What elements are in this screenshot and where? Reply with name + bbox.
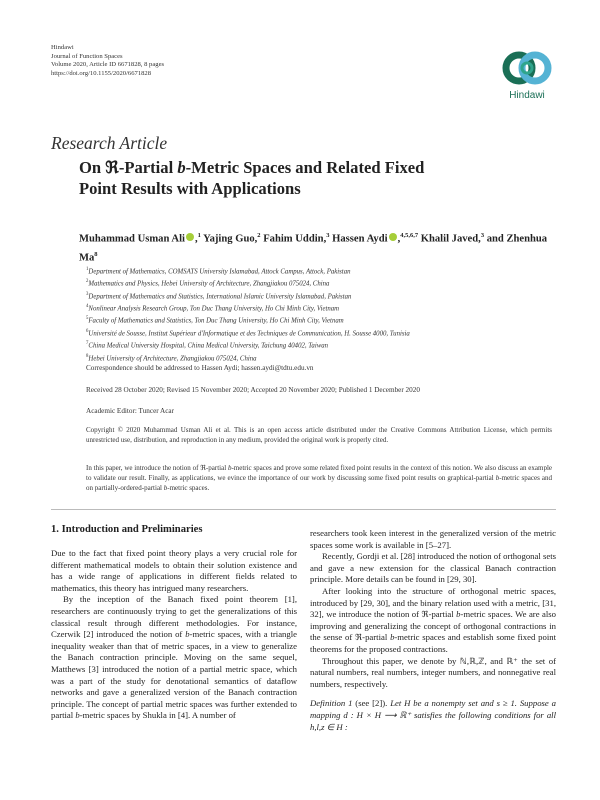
author-separator: , <box>254 233 258 245</box>
abstract <box>86 463 552 493</box>
text-run: -partial <box>205 464 228 472</box>
journal-info <box>51 44 164 78</box>
text-run: (see [2]). <box>352 698 391 709</box>
affiliation-item <box>86 352 556 364</box>
text-run: -metric spaces. We are also improving and generalizing the concept of orthogonal contractions in the sense of <box>310 609 556 643</box>
text-run: Definition 1 <box>310 698 353 709</box>
affiliation-text: Nonlinear Analysis Research Group, Ton Duc Thang University, Ho Chi Minh City, Vietnam <box>88 305 340 313</box>
affiliation-text: China Medical University Hospital, China Medical University, Taichung 40402, Taiwan <box>88 342 329 350</box>
author-separator: , <box>397 233 401 245</box>
affiliation-item <box>86 327 556 339</box>
text-run: -metric spaces and establish some fixed point theorems for the proposed contractions. <box>310 632 556 654</box>
paragraph <box>310 698 556 733</box>
title-part: On <box>79 158 106 177</box>
text-run: -metric spaces and on partially-ordered-partial <box>86 474 552 492</box>
text-run: ℜ <box>355 632 363 643</box>
paragraph <box>310 528 556 551</box>
title-b: b <box>177 158 186 177</box>
text-run: In this paper, we introduce the notion of <box>86 464 201 472</box>
article-title <box>79 158 459 199</box>
text-run: b <box>495 474 500 482</box>
text-run: b <box>163 484 168 492</box>
logo-wordmark: Hindawi <box>509 90 545 101</box>
affiliation-item <box>86 290 556 302</box>
affiliation-number: 1 <box>86 267 89 272</box>
author-separator: , <box>194 233 198 245</box>
author-name: Fahim Uddin <box>263 233 324 245</box>
title-part: -Metric Spaces and Related Fixed Point Results with Applications <box>79 158 425 198</box>
text-run: Let H be a nonempty set and s ≥ 1. Suppose a mapping d : H × H ⟶ ℝ⁺ satisfies the following conditions for all h,l,z ∈ H : <box>310 698 556 732</box>
affiliation-number: 4 <box>86 304 89 310</box>
affiliation-item <box>86 302 556 314</box>
affiliation-item <box>86 265 556 277</box>
orcid-icon[interactable] <box>389 233 397 241</box>
affiliation-text: Faculty of Mathematics and Statistics, Ton Duc Thang University, Ho Chi Minh City, Vietnam <box>88 317 344 325</box>
hindawi-logo <box>498 46 556 106</box>
hindawi-rings-icon <box>498 46 556 90</box>
affiliation-number: 5 <box>86 316 89 322</box>
affiliation-number: 6 <box>86 328 89 334</box>
text-run: -metric spaces by Shukla in [4]. A number of <box>79 710 236 721</box>
title-part: -Partial <box>118 158 178 177</box>
author-list <box>79 228 549 265</box>
affiliation-item <box>86 314 556 326</box>
text-run: ℜ <box>421 609 429 620</box>
affiliation-number: 2 <box>86 279 89 285</box>
affiliation-text: Université de Sousse, Institut Supérieur d'Informatique et des Techniques de Communication, H. Sousse 4000, Tunisia <box>88 330 410 338</box>
text-run: b <box>456 609 461 620</box>
left-column <box>51 548 297 722</box>
paragraph <box>51 548 297 594</box>
section-divider <box>51 509 556 510</box>
text-run: -metric spaces and prove some related fixed point results in the context of this notion. We also discuss an example to validate our result. Finally, as applications, we evince the importance of our work by discussing some fixed point results on graphical-partial <box>86 464 552 482</box>
journal-doi[interactable]: https://doi.org/10.1155/2020/6671828 <box>51 69 152 77</box>
affiliation-list <box>86 265 556 364</box>
affiliation-number: 3 <box>86 291 89 297</box>
journal-name: Journal of Function Spaces <box>51 52 123 60</box>
text-run: b <box>227 464 232 472</box>
author-affiliation-ref: 3 <box>480 232 485 239</box>
author-name: Muhammad Usman Ali <box>79 233 185 245</box>
text-run: Throughout this paper, we denote by ℕ,ℝ,ℤ, and ℝ⁺ the set of natural numbers, real numbers, integer numbers, and nonnegative real numbers, respectively. <box>310 655 556 689</box>
paragraph <box>310 656 556 691</box>
text-run: -partial <box>428 609 457 620</box>
affiliation-item <box>86 277 556 289</box>
paragraph <box>310 551 556 586</box>
affiliation-text: Department of Mathematics and Statistics, International Islamic University Islamabad, Pakistan <box>88 292 352 300</box>
author-affiliation-ref: 4,5,6,7 <box>400 232 419 239</box>
orcid-icon[interactable] <box>186 233 194 241</box>
affiliation-number: 8 <box>86 353 89 359</box>
correspondence: Correspondence should be addressed to Hassen Aydi; hassen.aydi@tdtu.edu.vn <box>86 364 314 372</box>
author-name: Yajing Guo <box>203 233 255 245</box>
author-separator: , <box>478 233 481 245</box>
paragraph <box>51 594 297 722</box>
text-run: b <box>75 710 80 721</box>
text-run: -metric spaces, with a triangle inequality weaker than that of metric spaces, in a view to generalize the Banach contraction principle. Moving on the same sequel, Matthews [3] introduced the notion of a partial metric space, which was a part of the study for denotational semantics of dataflow networks and gave a generalized version of the Banach contraction principle. The concept of partial metric spaces was further extended to partial <box>51 629 298 721</box>
title-symbol: ℜ <box>105 158 119 177</box>
text-run: researchers took keen interest in the generalized version of the metric spaces some work is available in [5–27]. <box>310 528 556 550</box>
text-run: By the inception of the Banach fixed point theorem [1], researchers are continuously trying to get the generalizations of this classical result through different methodologies. For instance, Czerwik [2] introduced the notion of <box>51 594 297 640</box>
journal-volume: Volume 2020, Article ID 6671828, 8 pages <box>51 61 165 69</box>
academic-editor: Academic Editor: Tuncer Acar <box>86 407 175 415</box>
section-heading: 1. Introduction and Preliminaries <box>51 524 203 535</box>
text-run: -partial <box>362 632 391 643</box>
author-separator: , <box>323 233 327 245</box>
text-run: Recently, Gordji et al. [28] introduced the notion of orthogonal sets and gave a new extension for the classical Banach contraction principle. More details can be found in [29, 30]. <box>310 551 556 585</box>
affiliation-text: Mathematics and Physics, Hebei University of Architecture, Zhangjiakou 075024, China <box>88 280 330 288</box>
copyright-notice: Copyright © 2020 Muhammad Usman Ali et al. This is an open access article distributed under the Creative Commons Attribution License, which permits unrestricted use, distribution, and reproduction in any medium, provided the original work is properly cited. <box>86 426 552 444</box>
author-affiliation-ref: 8 <box>94 250 98 258</box>
affiliation-item <box>86 339 556 351</box>
author-affiliation-ref: 1 <box>197 232 201 239</box>
text-run: -metric spaces. <box>167 484 210 492</box>
author-affiliation-ref: 3 <box>326 232 330 239</box>
affiliation-number: 7 <box>86 341 89 347</box>
right-column <box>310 528 556 733</box>
text-run: Due to the fact that fixed point theory plays a very crucial role for different mathematical models to obtain their solution existence and has a wide range of applications in different fields related to mathematics, this theory has intrigued many researchers. <box>51 548 297 593</box>
publisher-name: Hindawi <box>51 44 74 51</box>
author-name: and Zhenhua Ma <box>79 233 548 264</box>
author-name: Hassen Aydi <box>332 233 388 245</box>
text-run: After looking into the structure of orthogonal metric spaces, introduced by [29, 30], and the binary relation used with a metric, [31, 32], we introduce the notion of <box>310 585 556 620</box>
text-run: b <box>390 632 395 643</box>
author-affiliation-ref: 2 <box>257 232 261 239</box>
author-name: Khalil Javed <box>420 233 479 245</box>
paragraph <box>310 586 556 656</box>
affiliation-text: Hebei University of Architecture, Zhangjiakou 075024, China <box>88 354 257 362</box>
article-type: Research Article <box>51 133 168 153</box>
article-dates: Received 28 October 2020; Revised 15 November 2020; Accepted 20 November 2020; Published 1 December 2020 <box>86 386 420 394</box>
affiliation-text: Department of Mathematics, COMSATS University Islamabad, Attock Campus, Attock, Pakistan <box>88 268 351 276</box>
text-run: b <box>185 629 190 640</box>
text-run: ℜ <box>200 464 206 472</box>
